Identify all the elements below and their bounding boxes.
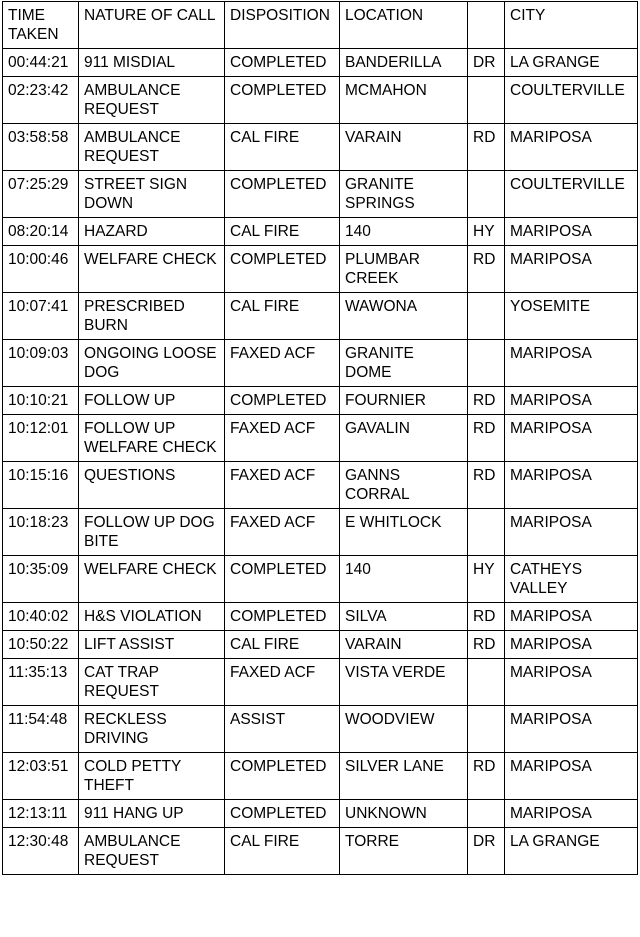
table-row	[3, 49, 638, 77]
cell-street-suffix	[468, 293, 505, 340]
cell-time-taken: 12:13:11	[3, 800, 79, 828]
cell-nature-of-call: FOLLOW UP WELFARE CHECK	[79, 415, 225, 462]
cell-time-taken: 08:20:14	[3, 218, 79, 246]
cell-time-taken: 12:30:48	[3, 828, 79, 875]
table-row	[3, 800, 638, 828]
cell-nature-of-call: PRESCRIBED BURN	[79, 293, 225, 340]
cell-disposition: FAXED ACF	[225, 462, 340, 509]
table-row	[3, 631, 638, 659]
cell-nature-of-call: WELFARE CHECK	[79, 246, 225, 293]
cell-time-taken: 10:09:03	[3, 340, 79, 387]
header-time-taken: TIME TAKEN	[3, 2, 79, 49]
cell-time-taken: 10:35:09	[3, 556, 79, 603]
cell-disposition: FAXED ACF	[225, 340, 340, 387]
cell-location: SILVA	[340, 603, 468, 631]
cell-disposition: CAL FIRE	[225, 124, 340, 171]
cell-street-suffix: HY	[468, 556, 505, 603]
cell-time-taken: 02:23:42	[3, 77, 79, 124]
table-row	[3, 77, 638, 124]
cell-nature-of-call: HAZARD	[79, 218, 225, 246]
table-row	[3, 293, 638, 340]
cell-location: FOURNIER	[340, 387, 468, 415]
cell-street-suffix	[468, 509, 505, 556]
cell-nature-of-call: AMBULANCE REQUEST	[79, 77, 225, 124]
table-row	[3, 659, 638, 706]
cell-city: LA GRANGE	[505, 49, 638, 77]
header-row	[3, 2, 638, 49]
cell-street-suffix: RD	[468, 246, 505, 293]
cell-street-suffix: RD	[468, 631, 505, 659]
cell-time-taken: 10:40:02	[3, 603, 79, 631]
cell-location: 140	[340, 556, 468, 603]
cell-location: GRANITE SPRINGS	[340, 171, 468, 218]
table-row	[3, 340, 638, 387]
cell-nature-of-call: 911 MISDIAL	[79, 49, 225, 77]
cell-street-suffix	[468, 340, 505, 387]
cell-city: MARIPOSA	[505, 218, 638, 246]
cell-nature-of-call: COLD PETTY THEFT	[79, 753, 225, 800]
header-location: LOCATION	[340, 2, 468, 49]
cell-nature-of-call: RECKLESS DRIVING	[79, 706, 225, 753]
cell-location: VISTA VERDE	[340, 659, 468, 706]
cell-street-suffix	[468, 800, 505, 828]
cell-street-suffix: DR	[468, 49, 505, 77]
header-disposition: DISPOSITION	[225, 2, 340, 49]
cell-city: MARIPOSA	[505, 340, 638, 387]
cell-nature-of-call: FOLLOW UP DOG BITE	[79, 509, 225, 556]
cell-disposition: COMPLETED	[225, 800, 340, 828]
cell-city: COULTERVILLE	[505, 77, 638, 124]
cell-location: TORRE	[340, 828, 468, 875]
table-row	[3, 753, 638, 800]
cell-disposition: FAXED ACF	[225, 659, 340, 706]
cell-street-suffix: RD	[468, 753, 505, 800]
header-street-suffix	[468, 2, 505, 49]
cell-disposition: COMPLETED	[225, 556, 340, 603]
cell-city: MARIPOSA	[505, 603, 638, 631]
cell-street-suffix	[468, 659, 505, 706]
cell-time-taken: 10:12:01	[3, 415, 79, 462]
cell-nature-of-call: AMBULANCE REQUEST	[79, 828, 225, 875]
cell-location: MCMAHON	[340, 77, 468, 124]
cell-time-taken: 10:15:16	[3, 462, 79, 509]
cell-location: PLUMBAR CREEK	[340, 246, 468, 293]
table-row	[3, 387, 638, 415]
cell-time-taken: 12:03:51	[3, 753, 79, 800]
table-row	[3, 706, 638, 753]
cell-city: MARIPOSA	[505, 659, 638, 706]
call-log-table	[2, 1, 638, 875]
cell-city: MARIPOSA	[505, 462, 638, 509]
table-row	[3, 415, 638, 462]
cell-disposition: COMPLETED	[225, 603, 340, 631]
cell-street-suffix: RD	[468, 124, 505, 171]
cell-time-taken: 07:25:29	[3, 171, 79, 218]
cell-street-suffix: RD	[468, 462, 505, 509]
cell-street-suffix	[468, 171, 505, 218]
cell-location: E WHITLOCK	[340, 509, 468, 556]
cell-street-suffix	[468, 706, 505, 753]
table-row	[3, 462, 638, 509]
cell-location: GAVALIN	[340, 415, 468, 462]
cell-disposition: ASSIST	[225, 706, 340, 753]
cell-street-suffix: DR	[468, 828, 505, 875]
cell-location: WOODVIEW	[340, 706, 468, 753]
cell-city: CATHEYS VALLEY	[505, 556, 638, 603]
cell-disposition: COMPLETED	[225, 49, 340, 77]
cell-city: COULTERVILLE	[505, 171, 638, 218]
cell-street-suffix: RD	[468, 603, 505, 631]
cell-city: MARIPOSA	[505, 631, 638, 659]
cell-city: MARIPOSA	[505, 246, 638, 293]
cell-time-taken: 10:10:21	[3, 387, 79, 415]
cell-city: MARIPOSA	[505, 124, 638, 171]
cell-city: MARIPOSA	[505, 706, 638, 753]
cell-disposition: CAL FIRE	[225, 828, 340, 875]
cell-location: VARAIN	[340, 124, 468, 171]
table-row	[3, 171, 638, 218]
cell-disposition: CAL FIRE	[225, 631, 340, 659]
table-row	[3, 246, 638, 293]
cell-street-suffix: RD	[468, 415, 505, 462]
cell-city: LA GRANGE	[505, 828, 638, 875]
cell-disposition: COMPLETED	[225, 387, 340, 415]
cell-nature-of-call: ONGOING LOOSE DOG	[79, 340, 225, 387]
cell-disposition: FAXED ACF	[225, 415, 340, 462]
cell-nature-of-call: AMBULANCE REQUEST	[79, 124, 225, 171]
cell-location: SILVER LANE	[340, 753, 468, 800]
cell-location: GRANITE DOME	[340, 340, 468, 387]
cell-nature-of-call: STREET SIGN DOWN	[79, 171, 225, 218]
cell-time-taken: 11:54:48	[3, 706, 79, 753]
cell-location: WAWONA	[340, 293, 468, 340]
cell-location: UNKNOWN	[340, 800, 468, 828]
cell-city: MARIPOSA	[505, 415, 638, 462]
cell-street-suffix: HY	[468, 218, 505, 246]
table-row	[3, 124, 638, 171]
cell-street-suffix	[468, 77, 505, 124]
cell-time-taken: 00:44:21	[3, 49, 79, 77]
cell-city: YOSEMITE	[505, 293, 638, 340]
cell-street-suffix: RD	[468, 387, 505, 415]
cell-nature-of-call: LIFT ASSIST	[79, 631, 225, 659]
cell-disposition: COMPLETED	[225, 171, 340, 218]
cell-time-taken: 10:50:22	[3, 631, 79, 659]
cell-city: MARIPOSA	[505, 509, 638, 556]
cell-disposition: COMPLETED	[225, 77, 340, 124]
cell-location: VARAIN	[340, 631, 468, 659]
cell-time-taken: 10:18:23	[3, 509, 79, 556]
cell-nature-of-call: H&S VIOLATION	[79, 603, 225, 631]
header-city: CITY	[505, 2, 638, 49]
table-row	[3, 603, 638, 631]
cell-disposition: FAXED ACF	[225, 509, 340, 556]
cell-city: MARIPOSA	[505, 753, 638, 800]
cell-time-taken: 03:58:58	[3, 124, 79, 171]
cell-city: MARIPOSA	[505, 387, 638, 415]
table-row	[3, 218, 638, 246]
cell-location: GANNS CORRAL	[340, 462, 468, 509]
table-row	[3, 509, 638, 556]
cell-time-taken: 11:35:13	[3, 659, 79, 706]
cell-nature-of-call: WELFARE CHECK	[79, 556, 225, 603]
cell-location: 140	[340, 218, 468, 246]
cell-disposition: CAL FIRE	[225, 293, 340, 340]
header-nature-of-call: NATURE OF CALL	[79, 2, 225, 49]
cell-location: BANDERILLA	[340, 49, 468, 77]
cell-disposition: CAL FIRE	[225, 218, 340, 246]
cell-time-taken: 10:07:41	[3, 293, 79, 340]
table-row	[3, 556, 638, 603]
cell-nature-of-call: 911 HANG UP	[79, 800, 225, 828]
cell-nature-of-call: FOLLOW UP	[79, 387, 225, 415]
cell-city: MARIPOSA	[505, 800, 638, 828]
cell-time-taken: 10:00:46	[3, 246, 79, 293]
cell-nature-of-call: CAT TRAP REQUEST	[79, 659, 225, 706]
table-row	[3, 828, 638, 875]
cell-disposition: COMPLETED	[225, 753, 340, 800]
cell-nature-of-call: QUESTIONS	[79, 462, 225, 509]
cell-disposition: COMPLETED	[225, 246, 340, 293]
